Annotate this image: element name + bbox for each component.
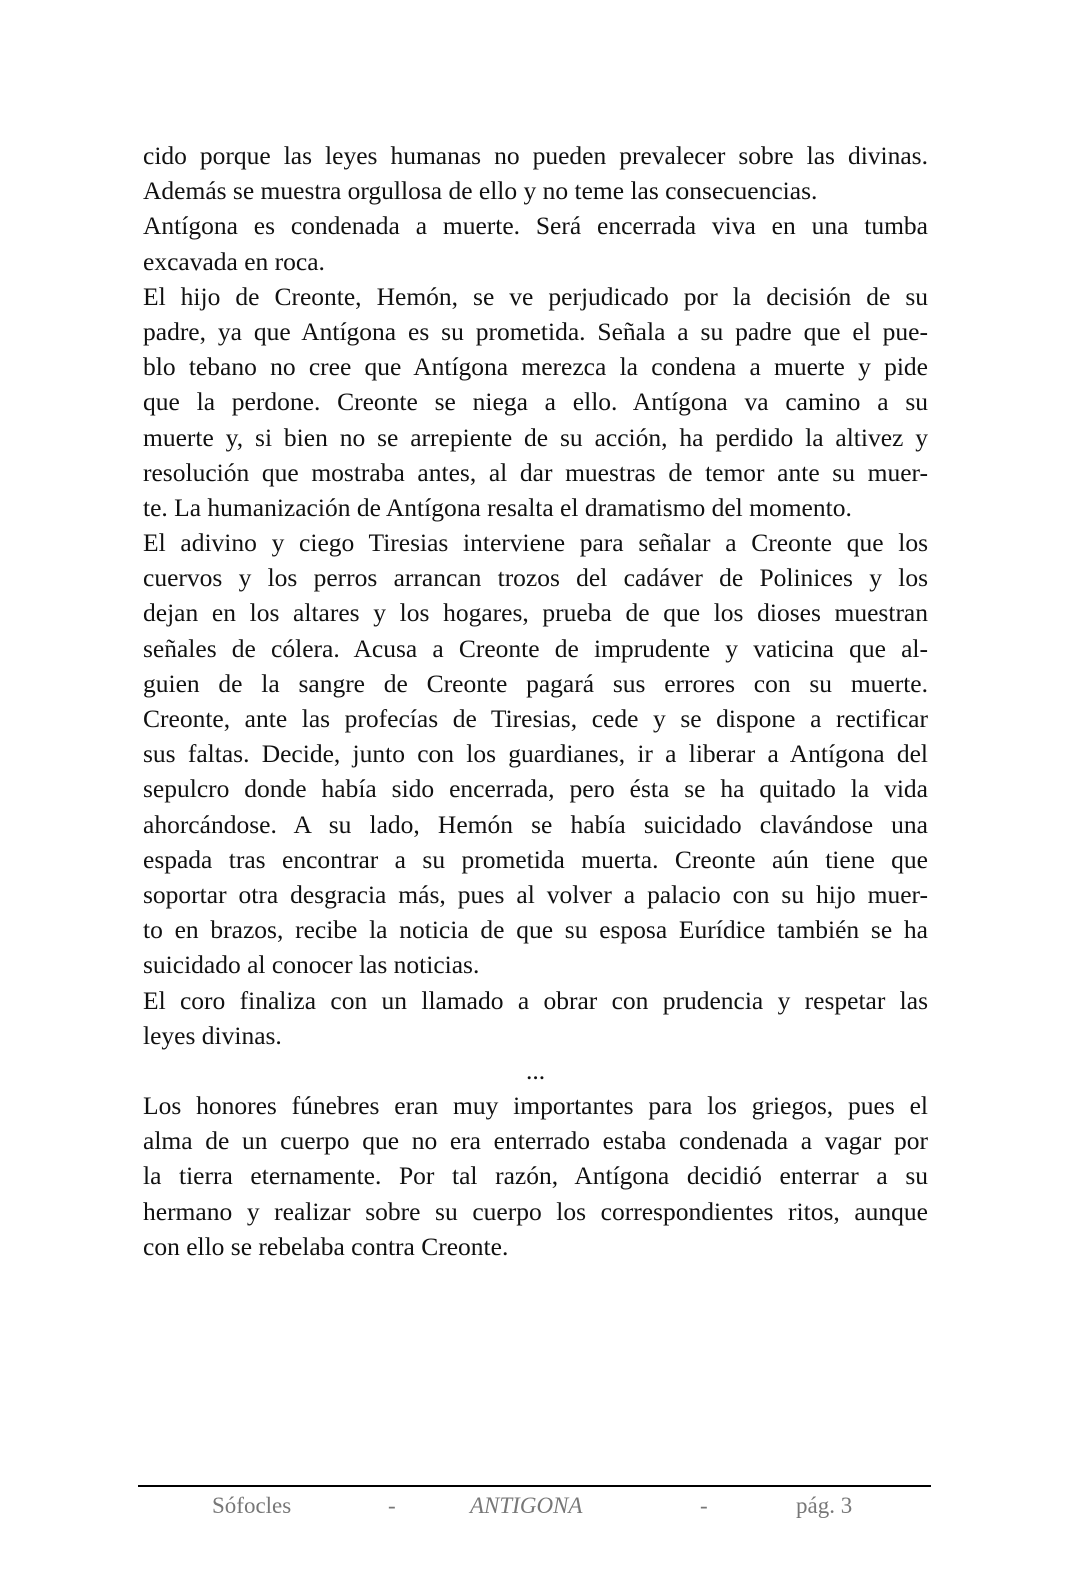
text-line: ahorcándose. A su lado, Hemón se había suicidado clavándose una (143, 809, 928, 839)
text-line: El coro finaliza con un llamado a obrar con prudencia y respetar las (143, 985, 928, 1015)
page-body (143, 138, 928, 1264)
text-line: blo tebano no cree que Antígona merezca la condena a muerte y pide (143, 352, 928, 382)
footer-dash: - (388, 1493, 396, 1518)
text-line: cuervos y los perros arrancan trozos del cadáver de Polinices y los (143, 563, 928, 593)
text-line: Creonte, ante las profecías de Tiresias, cede y se dispone a rectificar (143, 704, 928, 733)
text-line: Los honores fúnebres eran muy importantes para los griegos, pues el (143, 1091, 928, 1121)
text-line: sus faltas. Decide, junto con los guardianes, ir a liberar a Antígona del (143, 739, 928, 769)
text-line: espada tras encontrar a su prometida muerta. Creonte aún tiene que (143, 844, 928, 874)
section-separator: ... (525, 1055, 546, 1085)
text-line: El hijo de Creonte, Hemón, se ve perjudicado por la decisión de su (143, 281, 928, 311)
footer-author: Sófocles (212, 1493, 292, 1518)
text-line: Además se muestra orgullosa de ello y no teme las consecuencias. (143, 176, 818, 206)
text-line: te. La humanización de Antígona resalta el dramatismo del momento. (143, 492, 852, 522)
text-line: Antígona es condenada a muerte. Será encerrada viva en una tumba (143, 211, 928, 241)
text-line: suicidado al conocer las noticias. (143, 950, 480, 980)
text-line: guien de la sangre de Creonte pagará sus errores con su muerte. (143, 668, 928, 698)
footer-title: ANTIGONA (470, 1493, 583, 1518)
closing-paragraph (143, 1088, 928, 1264)
text-line: resolución que mostraba antes, al dar muestras de temor ante su muer- (143, 457, 928, 487)
text-line: alma de un cuerpo que no era enterrado estaba condenada a vagar por (143, 1126, 928, 1156)
text-line: la tierra eternamente. Por tal razón, Antígona decidió enterrar a su (143, 1161, 928, 1191)
text-line: sepulcro donde había sido encerrada, pero ésta se ha quitado la vida (143, 774, 928, 804)
page-footer (138, 1490, 931, 1522)
text-line: to en brazos, recibe la noticia de que su esposa Eurídice también se ha (143, 915, 928, 945)
text-line: cido porque las leyes humanas no pueden prevalecer sobre las divinas. (143, 141, 928, 170)
paragraph (143, 983, 928, 1053)
text-line: dejan en los altares y los hogares, prueba de que los dioses muestran (143, 598, 928, 628)
text-line: leyes divinas. (143, 1020, 282, 1050)
text-line: hermano y realizar sobre su cuerpo los correspondientes ritos, aunque (143, 1196, 928, 1226)
text-line: señales de cólera. Acusa a Creonte de imprudente y vaticina que al- (143, 633, 928, 663)
text-line: excavada en roca. (143, 246, 325, 276)
paragraph (143, 208, 928, 278)
text-line: que la perdone. Creonte se niega a ello. Antígona va camino a su (143, 387, 928, 417)
text-line: El adivino y ciego Tiresias interviene para señalar a Creonte que los (143, 528, 928, 558)
text-line: soportar otra desgracia más, pues al volver a palacio con su hijo muer- (143, 879, 928, 909)
paragraph (143, 525, 928, 982)
paragraph (143, 138, 928, 208)
paragraph (143, 279, 928, 525)
footer-dash: - (700, 1493, 708, 1518)
footer-rule (138, 1485, 931, 1487)
text-line: muerte y, si bien no se arrepiente de su acción, ha perdido la altivez y (143, 422, 928, 452)
text-line: con ello se rebelaba contra Creonte. (143, 1231, 509, 1261)
text-line: padre, ya que Antígona es su prometida. Señala a su padre que el pue- (143, 316, 928, 346)
page-number: pág. 3 (796, 1493, 853, 1518)
